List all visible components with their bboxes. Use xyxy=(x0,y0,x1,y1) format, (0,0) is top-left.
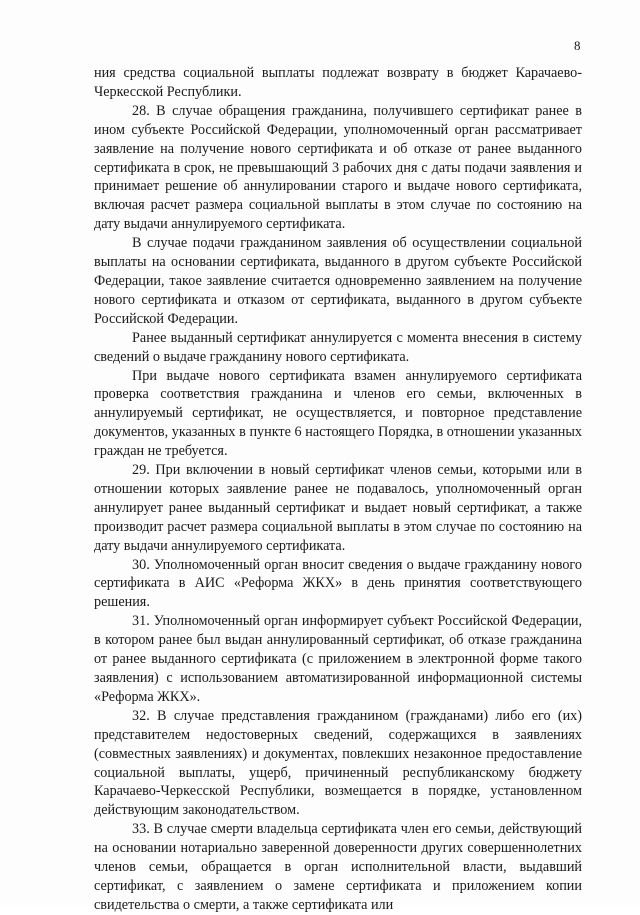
paragraph-33: 33. В случае смерти владельца сертификата член его семьи, действующий на основании нотариально заверенной доверенности других совершеннолетних членов семьи, обращается в орган исполнительной власти, выдавший сертификат, с заявлением о замене сертификата и приложением копии свидетельства о смерти, а также сертификата или xyxy=(94,821,582,913)
page-number: 8 xyxy=(574,38,581,53)
paragraph-31: 31. Уполномоченный орган информирует субъект Российской Федерации, в котором ранее был выдан аннулированный сертификат, об отказе гражданина от ранее выданного сертификата (с приложением в электронной форме такого заявления) с использованием автоматизированной информационной системы «Реформа ЖКХ». xyxy=(94,613,582,705)
paragraph-28: 28. В случае обращения гражданина, получившего сертификат ранее в ином субъекте Российской Федерации, уполномоченный орган рассматривает заявление на получение нового сертификата и об отказе от ранее выданного сертификата в срок, не превышающий 3 рабочих дня с даты подачи заявления и принимает решение об аннулировании старого и выдаче нового сертификата, включая расчет размера социальной выплаты в этом случае по состоянию на дату выдачи аннулируемого сертификата. xyxy=(94,102,582,233)
paragraph-30: 30. Уполномоченный орган вносит сведения о выдаче гражданину нового сертификата в АИС «Реформа ЖКХ» в день принятия соответствующего решения. xyxy=(94,556,582,611)
paragraph-continuation: ния средства социальной выплаты подлежат возврату в бюджет Карачаево-Черкесской Республики. xyxy=(94,65,582,100)
paragraph-28-verification: При выдаче нового сертификата взамен аннулируемого сертификата проверка соответствия гражданина и членов его семьи, включенных в аннулируемый сертификат, не осуществляется, и повторное представление документов, указанных в пункте 6 настоящего Порядка, в отношении указанных граждан не требуется. xyxy=(94,367,582,460)
paragraph-28-annulment: Ранее выданный сертификат аннулируется с момента внесения в систему сведений о выдаче гражданину нового сертификата. xyxy=(94,329,582,365)
paragraph-32: 32. В случае представления гражданином (гражданами) либо его (их) представителем недостоверных сведений, содержащихся в заявлениях (совместных заявлениях) и документах, повлекших незаконное предоставление социальной выплаты, ущерб, причиненный республиканскому бюджету Карачаево-Черкесской Республики, возмещается в порядке, установленном действующим законодательством. xyxy=(94,707,582,819)
paragraph-28-other-subject: В случае подачи гражданином заявления об осуществлении социальной выплаты на основании сертификата, выданного в другом субъекте Российской Федерации, такое заявление считается одновременно заявлением на получение нового сертификата и отказом от сертификата, выданного в другом субъекте Российской Федерации. xyxy=(94,235,582,327)
paragraph-29: 29. При включении в новый сертификат членов семьи, которыми или в отношении которых заявление ранее не подавалось, уполномоченный орган аннулирует ранее выданный сертификат и выдает новый сертификат, а также производит расчет размера социальной выплаты в этом случае по состоянию на дату выдачи аннулируемого сертификата. xyxy=(94,462,582,554)
document-body xyxy=(94,64,582,915)
